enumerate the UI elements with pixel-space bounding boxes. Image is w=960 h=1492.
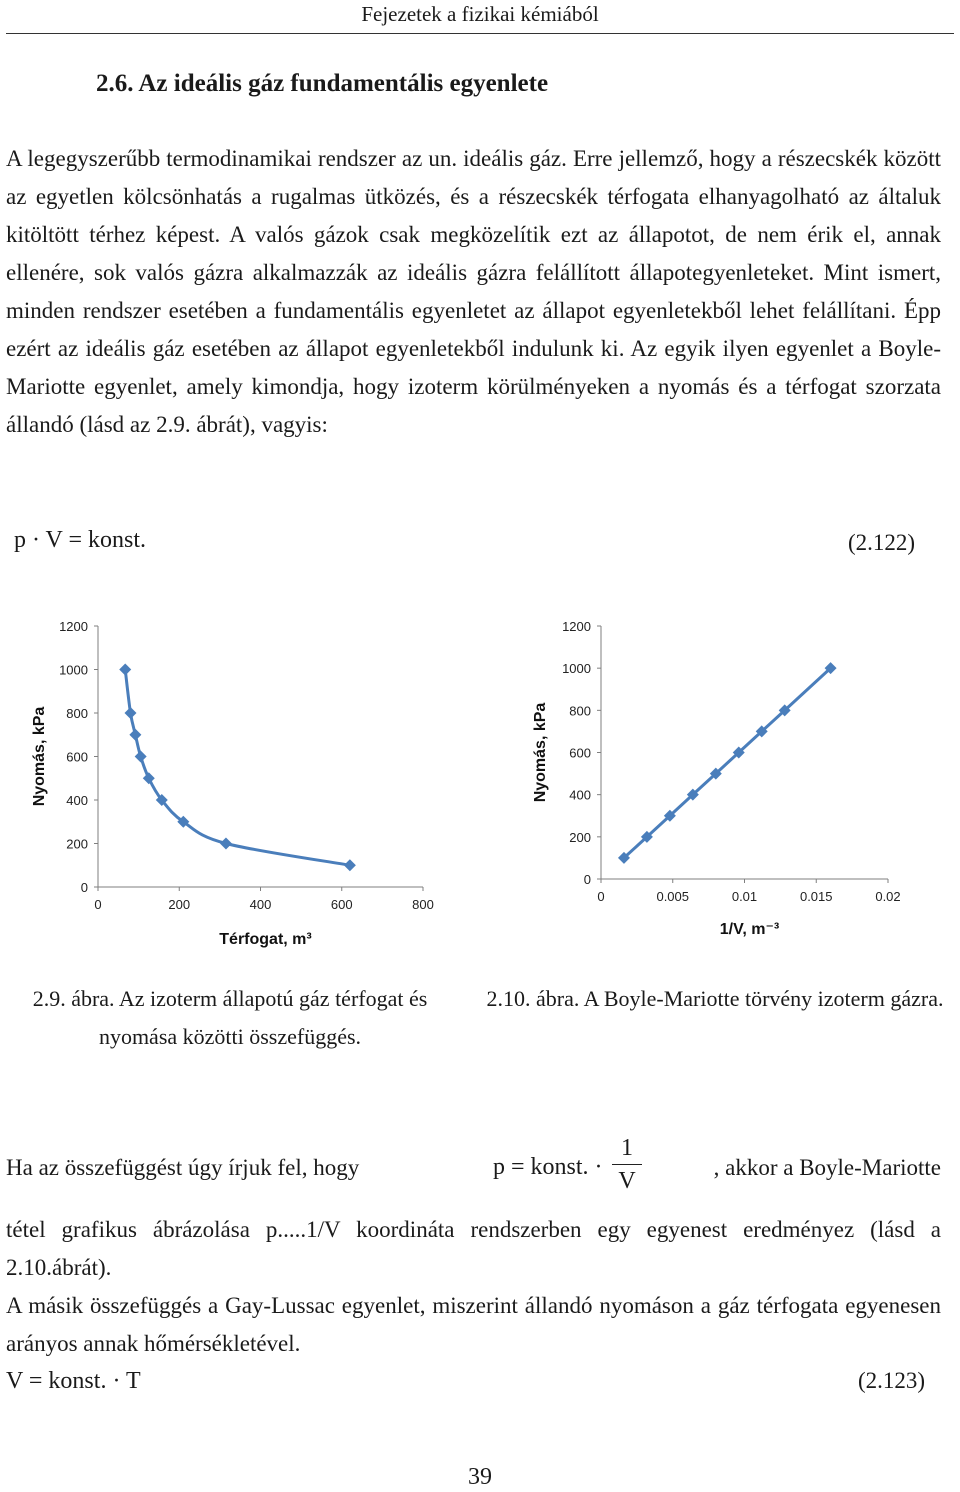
data-point-marker xyxy=(143,772,155,784)
x-tick-label: 0.005 xyxy=(656,889,690,904)
header-rule xyxy=(6,33,954,34)
paragraph-graphical-representation: tétel grafikus ábrázolása p.....1/V koordináta rendszerben egy egyenest eredményez (lásd a 2.10.ábrát). xyxy=(6,1217,941,1280)
paragraph-ideal-gas: A legegyszerűbb termodinamikai rendszer az un. ideális gáz. Erre jellemző, hogy a részecskék között az egyetlen kölcsönhatás a rugalmas ütközés, és a részecskék térfogata elhanyagolható az általuk kitöltött térhez képest. A valós gázok csak megközelítik ezt az állapotot, de nem érik el, annak ellenére, sok valós gázra alkalmazzák az ideális gázra felállított állapotegyenleteket. Mint ismert, minden rendszer esetében a fundamentális egyenletet az állapot egyenletekből lehet felállítani. Épp ezért az ideális gáz esetében az állapot egyenletekből indulunk ki. Az egyik ilyen egyenlet a Boyle-Mariotte egyenlet, amely kimondja, hogy izoterm körülményeken a nyomás és a térfogat szorzata állandó (lásd az 2.9. ábrát), vagyis: xyxy=(6,146,941,437)
y-tick-label: 400 xyxy=(569,787,591,803)
fraction-bar xyxy=(612,1164,642,1165)
running-header: Fejezetek a fizikai kémiából xyxy=(361,2,599,26)
equation-gay-lussac: V = konst. · T xyxy=(6,1368,141,1394)
x-tick-label: 600 xyxy=(330,897,353,912)
page-number: 39 xyxy=(468,1464,492,1490)
figure-caption-2-10: 2.10. ábra. A Boyle-Mariotte törvény izoterm gázra. xyxy=(486,986,944,1011)
y-tick-label: 0 xyxy=(583,872,591,887)
y-tick-label: 0 xyxy=(80,880,88,895)
fraction-denominator: V xyxy=(618,1168,636,1194)
figure-caption-2-9: 2.9. ábra. Az izoterm állapotú gáz térfogat és nyomása közötti összefüggés. xyxy=(32,986,428,1049)
formula-fraction xyxy=(612,1134,642,1195)
x-tick-label: 0.01 xyxy=(731,889,758,904)
equation-number-2-123: (2.123) xyxy=(858,1368,926,1393)
y-tick-label: 800 xyxy=(569,703,591,719)
y-tick-label: 1000 xyxy=(59,662,88,678)
fraction-numerator: 1 xyxy=(621,1135,633,1161)
x-tick-label: 800 xyxy=(412,897,434,912)
x-tick-label: 0.02 xyxy=(875,889,901,904)
x-tick-label: 0 xyxy=(597,889,605,904)
y-tick-label: 800 xyxy=(66,706,88,721)
data-point-marker xyxy=(119,664,131,676)
x-axis-label: 1/V, m⁻³ xyxy=(719,921,780,938)
y-tick-label: 400 xyxy=(66,793,88,808)
y-tick-label: 600 xyxy=(569,745,591,761)
y-tick-label: 1000 xyxy=(562,661,591,677)
paragraph-gay-lussac: A másik összefüggés a Gay-Lussac egyenlet, miszerint állandó nyomáson a gáz térfogata egyenesen arányos annak hőmérsékletével. xyxy=(6,1293,941,1356)
y-tick-label: 200 xyxy=(66,836,88,852)
x-tick-label: 400 xyxy=(249,897,272,912)
y-axis-label: Nyomás, kPa xyxy=(532,702,549,803)
data-point-marker xyxy=(129,729,141,741)
paragraph-rewrite-intro: Ha az összefüggést úgy írjuk fel, hogy xyxy=(6,1155,360,1180)
x-tick-label: 0 xyxy=(94,897,102,912)
data-point-marker xyxy=(135,751,147,763)
data-point-marker xyxy=(220,838,232,850)
x-tick-label: 200 xyxy=(168,897,191,912)
y-tick-label: 1200 xyxy=(562,619,591,634)
y-tick-label: 1200 xyxy=(59,619,88,634)
chart-isotherm-pv xyxy=(20,610,450,960)
chart-boyle-mariotte-linear xyxy=(515,610,935,950)
series-line xyxy=(624,668,831,858)
formula-left: p = konst. · xyxy=(493,1154,603,1180)
section-title: 2.6. Az ideális gáz fundamentális egyenlete xyxy=(96,70,549,97)
equation-number-2-122: (2.122) xyxy=(848,530,916,555)
data-point-marker xyxy=(125,707,137,719)
y-tick-label: 600 xyxy=(66,749,88,765)
y-axis-label: Nyomás, kPa xyxy=(31,706,48,807)
y-tick-label: 200 xyxy=(569,829,591,845)
data-point-marker xyxy=(344,859,356,871)
series-line xyxy=(125,670,350,866)
equation-boyle-mariotte: p · V = konst. xyxy=(14,527,146,553)
x-axis-label: Térfogat, m³ xyxy=(219,931,312,948)
x-tick-label: 0.015 xyxy=(799,889,833,904)
paragraph-rewrite-after: , akkor a Boyle-Mariotte xyxy=(713,1155,941,1180)
